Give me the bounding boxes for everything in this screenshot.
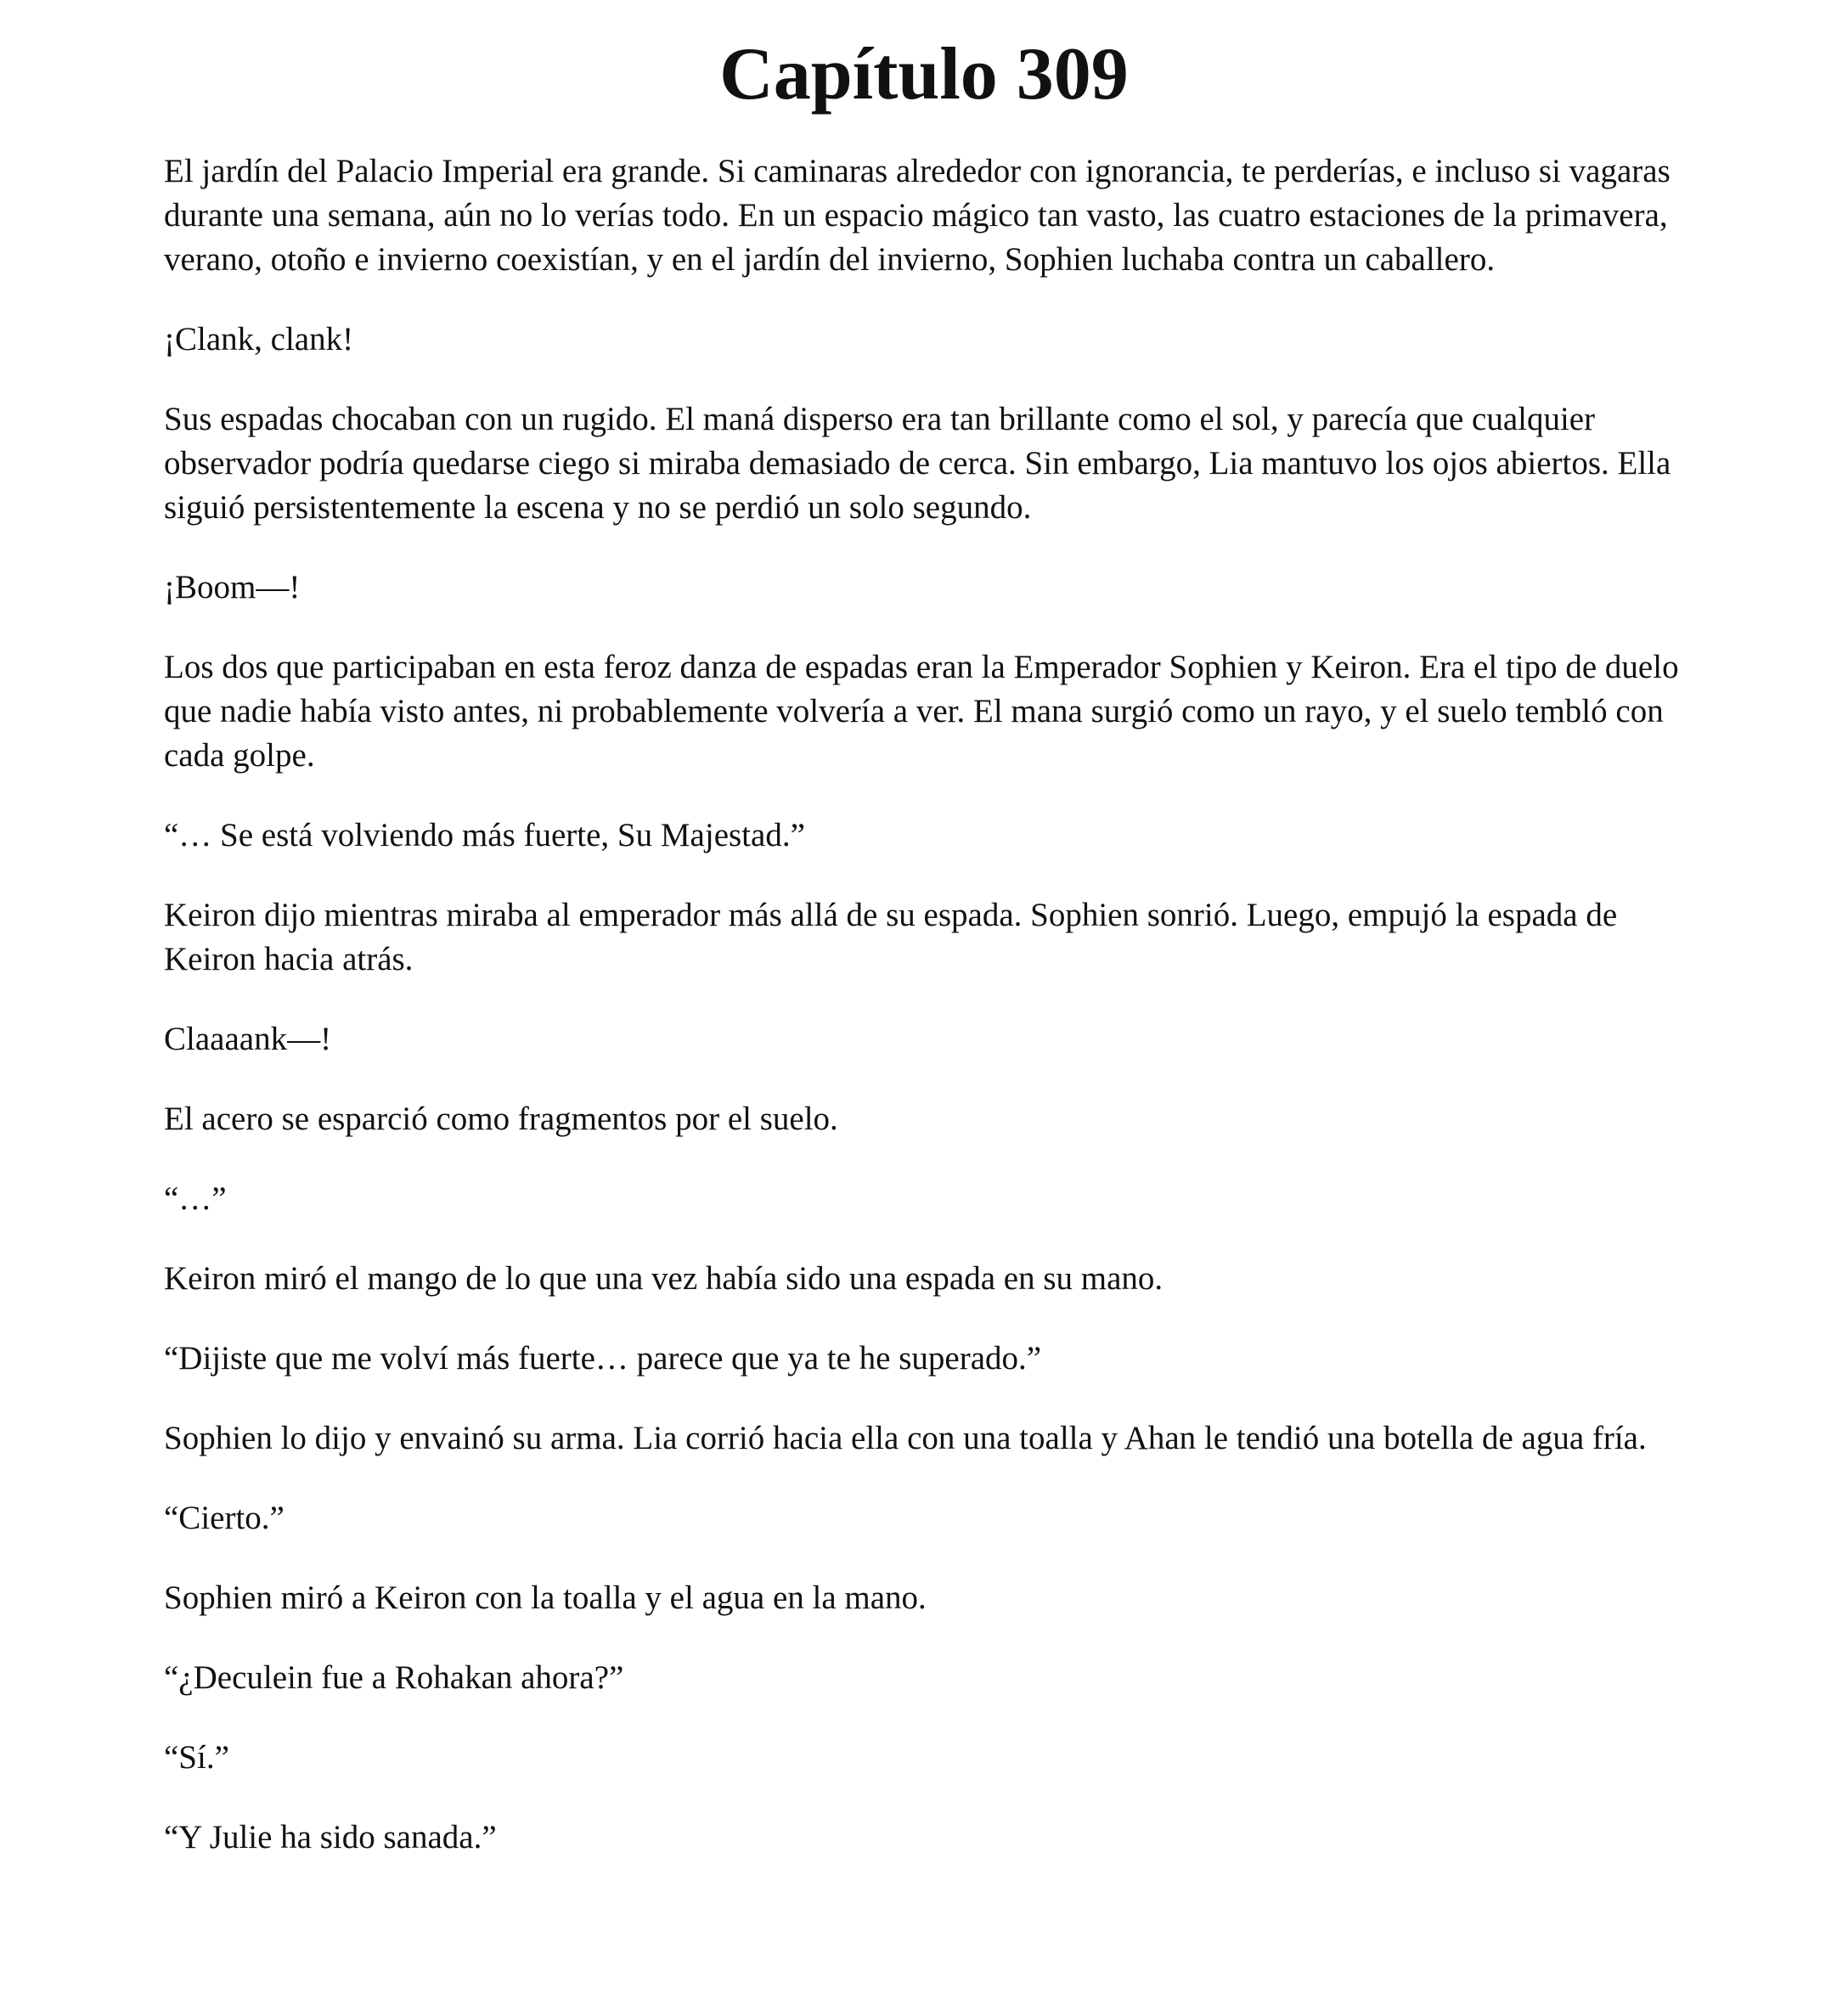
paragraph: “Dijiste que me volví más fuerte… parece que ya te he superado.” [164,1340,1042,1377]
paragraph: El jardín del Palacio Imperial era grande. Si caminaras alrededor con ignorancia, te perderías, e incluso si vagaras durante una semana, aún no lo verías todo. En un espacio mágico tan vasto, las cuatro estaciones de la primavera, verano, otoño e invierno coexistían, y en el jardín del invierno, Sophien luchaba contra un caballero. [164,153,1671,278]
chapter-title: Capítulo 309 [719,33,1129,115]
paragraph: “… Se está volviendo más fuerte, Su Majestad.” [164,817,805,853]
paragraph: ¡Boom—! [164,569,301,605]
paragraph: “…” [164,1180,227,1217]
paragraph: Claaaank—! [164,1021,332,1057]
paragraph: “¿Deculein fue a Rohakan ahora?” [164,1659,624,1696]
paragraph: “Y Julie ha sido sanada.” [164,1819,497,1855]
paragraph: Sus espadas chocaban con un rugido. El maná disperso era tan brillante como el sol, y parecía que cualquier observador podría quedarse ciego si miraba demasiado de cerca. Sin embargo, Lia mantuvo los ojos abiertos. Ella siguió persistentemente la escena y no se perdió un solo segundo. [164,401,1671,526]
paragraph: Keiron miró el mango de lo que una vez había sido una espada en su mano. [164,1260,1163,1297]
paragraph: “Sí.” [164,1739,229,1776]
paragraph: El acero se esparció como fragmentos por el suelo. [164,1101,838,1137]
paragraph: Keiron dijo mientras miraba al emperador más allá de su espada. Sophien sonrió. Luego, empujó la espada de Keiron hacia atrás. [164,897,1618,977]
paragraph: “Cierto.” [164,1500,285,1536]
paragraph: ¡Clank, clank! [164,321,354,358]
paragraph: Los dos que participaban en esta feroz danza de espadas eran la Emperador Sophien y Keiron. Era el tipo de duelo que nadie había visto antes, ni probablemente volvería a ver. El mana surgió como un rayo, y el suelo tembló con cada golpe. [164,649,1679,774]
paragraph: Sophien miró a Keiron con la toalla y el agua en la mano. [164,1579,927,1616]
chapter-body [164,149,1693,1895]
paragraph: Sophien lo dijo y envainó su arma. Lia corrió hacia ella con una toalla y Ahan le tendió una botella de agua fría. [164,1420,1647,1456]
